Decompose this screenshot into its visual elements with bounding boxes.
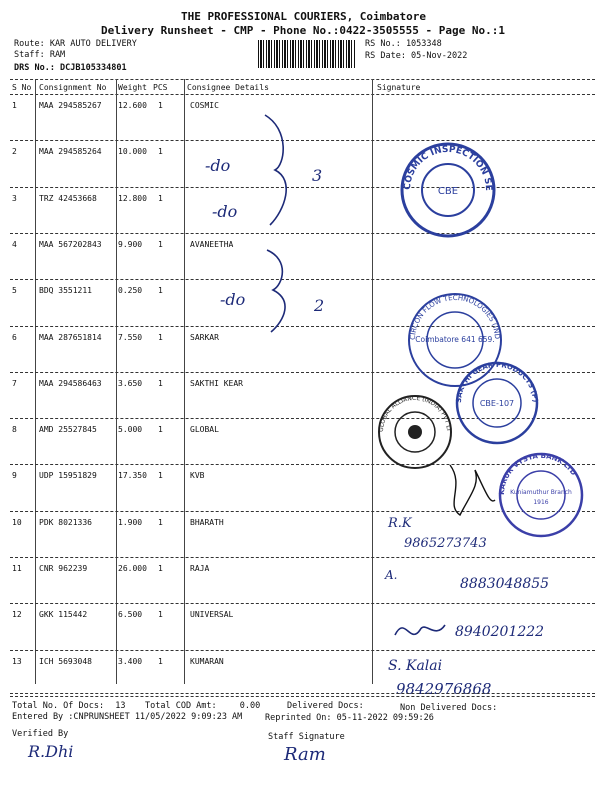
cod-value: 0.00: [239, 701, 261, 711]
cell-sno: 11: [12, 564, 22, 573]
kvb-stamp-year: 1916: [533, 499, 549, 506]
signature-scribble-row-9: [440, 455, 500, 525]
col-header-pcs: PCS: [153, 83, 168, 92]
row-divider: [10, 603, 595, 604]
cell-consignee: GLOBAL: [190, 425, 219, 435]
reprinted-on: Reprinted On: 05-11-2022 09:59:26: [265, 713, 434, 723]
cell-consignment: UDP 15951829: [39, 471, 97, 481]
cell-pcs: 1: [158, 332, 163, 342]
cell-pcs: 1: [158, 286, 163, 296]
phone-row-10: 9865273743: [404, 536, 487, 551]
cell-consignment: MAA 294585267: [39, 101, 102, 110]
row-divider: [10, 696, 595, 697]
cell-sno: 10: [12, 517, 22, 527]
drs-number: DRS No.: DCJB105334801: [14, 63, 127, 73]
cell-weight: 1.900: [118, 517, 143, 527]
circon-stamp-text: CIRCON FLOW TECHNOLOGIES (INDIA) PVT LTD: [402, 284, 502, 341]
delivered-docs-label: Delivered Docs:: [287, 701, 364, 711]
route-label: Route: KAR AUTO DELIVERY: [14, 39, 137, 49]
cod-label: Total COD Amt:: [145, 701, 217, 711]
cell-pcs: 1: [158, 610, 163, 620]
cell-sno: 3: [12, 193, 17, 203]
table-bottom-rule: [10, 693, 595, 694]
cell-consignment: MAA 294586463: [39, 378, 102, 388]
brace-scribble: [255, 110, 315, 340]
ditto-mark-row-5: -do: [220, 290, 246, 309]
cell-sno: 5: [12, 286, 17, 296]
cell-weight: 7.550: [118, 332, 143, 342]
col-header-signature: Signature: [377, 83, 421, 92]
signer-name-row-11: A.: [385, 568, 398, 582]
col-divider: [116, 79, 117, 684]
cell-sno: 12: [12, 610, 22, 620]
count-3: 3: [312, 166, 323, 185]
cell-weight: 10.000: [118, 147, 147, 157]
cosmic-stamp-text: COSMIC INSPECTION SERVICES: [394, 133, 494, 192]
cell-pcs: 1: [158, 147, 163, 157]
kvb-stamp-text: KARUR VYSYA BANK LTD: [497, 451, 578, 496]
rs-date: RS Date: 05-Nov-2022: [365, 51, 468, 61]
cell-consignee: KUMARAN: [190, 656, 224, 666]
table-header-rule: [10, 94, 595, 95]
ditto-mark-row-2: -do: [205, 156, 231, 175]
svg-text:COSMIC INSPECTION SERVICES: [395, 133, 494, 191]
signer-name-row-10: R.K: [388, 516, 412, 531]
staff-signature: Ram: [284, 744, 326, 765]
cell-weight: 0.250: [118, 286, 143, 296]
footer-total-docs: [12, 701, 126, 711]
entered-by: Entered By :CNPRUNSHEET 11/05/2022 9:09:23 AM: [12, 712, 243, 722]
kvb-bank-stamp: [496, 450, 586, 540]
cell-consignee: COSMIC: [190, 101, 219, 110]
svg-text:SAKTHI GEAR PRODUCTS (P) LTD: [449, 352, 539, 403]
cell-consignment: ICH 5693048: [39, 656, 92, 666]
verified-by-signature: R.Dhi: [28, 742, 74, 761]
col-header-consignee: Consignee Details: [187, 83, 269, 92]
phone-row-12: 8940201222: [455, 624, 545, 640]
cell-consignment: TRZ 42453668: [39, 193, 97, 203]
company-title: THE PROFESSIONAL COURIERS, Coimbatore: [181, 10, 427, 23]
ditto-mark-row-3: -do: [212, 202, 238, 221]
cell-sno: 2: [12, 147, 17, 157]
verified-by-label: Verified By: [12, 729, 69, 739]
col-header-sno: S No: [12, 83, 32, 92]
row-divider: [10, 557, 595, 558]
cell-pcs: 1: [158, 239, 163, 249]
cell-pcs: 1: [158, 378, 163, 388]
count-2: 2: [314, 296, 325, 315]
cell-consignee: AVANEETHA: [190, 239, 234, 249]
cell-consignment: MAA 294585264: [39, 147, 102, 157]
table-top-rule: [10, 79, 595, 80]
runsheet-subtitle: Delivery Runsheet - CMP - Phone No.:0422-3505555 - Page No.:1: [101, 24, 505, 37]
sakthi-gear-stamp: [449, 352, 542, 448]
kvb-stamp-center: Kuniamuthur Branch: [510, 489, 572, 496]
cell-weight: 6.500: [118, 610, 143, 620]
cell-sno: 7: [12, 378, 17, 388]
cell-pcs: 1: [158, 564, 163, 573]
col-header-consignment: Consignment No: [39, 83, 107, 92]
cell-consignment: BDQ 3551211: [39, 286, 92, 296]
footer-cod: [145, 701, 260, 711]
cell-sno: 9: [12, 471, 17, 481]
cell-weight: 5.000: [118, 425, 143, 435]
row-divider: [10, 650, 595, 651]
cell-consignee: SAKTHI KEAR: [190, 378, 243, 388]
cell-sno: 13: [12, 656, 22, 666]
cell-weight: 26.000: [118, 564, 147, 573]
cell-sno: 1: [12, 101, 17, 110]
global-stamp-text: GLOBAL ALLIANCE (INDIA) PVT LTD: [372, 387, 453, 433]
cell-consignee: UNIVERSAL: [190, 610, 234, 620]
cell-pcs: 1: [158, 517, 163, 527]
signature-scribble-row-12: [390, 610, 450, 650]
svg-text:GLOBAL ALLIANCE (INDIA) PVT LT: [373, 387, 452, 432]
cell-consignment: AMD 25527845: [39, 425, 97, 435]
cell-weight: 12.600: [118, 101, 147, 110]
cosmic-stamp-center: CBE: [437, 186, 459, 197]
cell-weight: 12.800: [118, 193, 147, 203]
cell-sno: 8: [12, 425, 17, 435]
cell-weight: 3.650: [118, 378, 143, 388]
cosmic-inspection-stamp: [394, 133, 498, 240]
col-divider: [35, 79, 36, 684]
col-divider: [372, 79, 373, 684]
total-docs-value: 13: [115, 701, 126, 711]
phone-row-11: 8883048855: [460, 576, 550, 592]
cell-consignee: BHARATH: [190, 517, 224, 527]
cell-weight: 3.400: [118, 656, 143, 666]
barcode: [258, 40, 356, 68]
col-divider: [184, 79, 185, 684]
rs-number: RS No.: 1053348: [365, 39, 442, 49]
cell-consignee: KVB: [190, 471, 205, 481]
cell-consignment: CNR 962239: [39, 564, 88, 573]
cell-weight: 9.900: [118, 239, 143, 249]
cell-sno: 4: [12, 239, 17, 249]
cell-pcs: 1: [158, 193, 163, 203]
staff-label: Staff: RAM: [14, 50, 66, 60]
sakthi-stamp-center: CBE-107: [479, 399, 515, 408]
cell-consignment: MAA 567202843: [39, 239, 102, 249]
total-docs-label: Total No. Of Docs:: [12, 701, 105, 711]
circon-stamp-center: Coimbatore 641 659.: [415, 335, 495, 344]
non-delivered-docs-label: Non Delivered Docs:: [400, 703, 498, 713]
col-header-weight: Weight: [118, 83, 147, 92]
cell-weight: 17.350: [118, 471, 147, 481]
cell-pcs: 1: [158, 656, 163, 666]
cell-consignment: PDK 8021336: [39, 517, 92, 527]
cell-pcs: 1: [158, 101, 163, 110]
cell-consignment: GKK 115442: [39, 610, 88, 620]
staff-signature-label: Staff Signature: [268, 732, 345, 742]
signer-name-row-13: S. Kalai: [388, 658, 443, 674]
cell-consignee: RAJA: [190, 564, 210, 573]
cell-pcs: 1: [158, 425, 163, 435]
cell-sno: 6: [12, 332, 17, 342]
phone-row-13: 9842976868: [396, 680, 492, 698]
sakthi-stamp-text: SAKTHI GEAR PRODUCTS (P) LTD: [449, 352, 540, 404]
cell-consignment: MAA 287651814: [39, 332, 102, 342]
cell-consignee: SARKAR: [190, 332, 219, 342]
cell-pcs: 1: [158, 471, 163, 481]
